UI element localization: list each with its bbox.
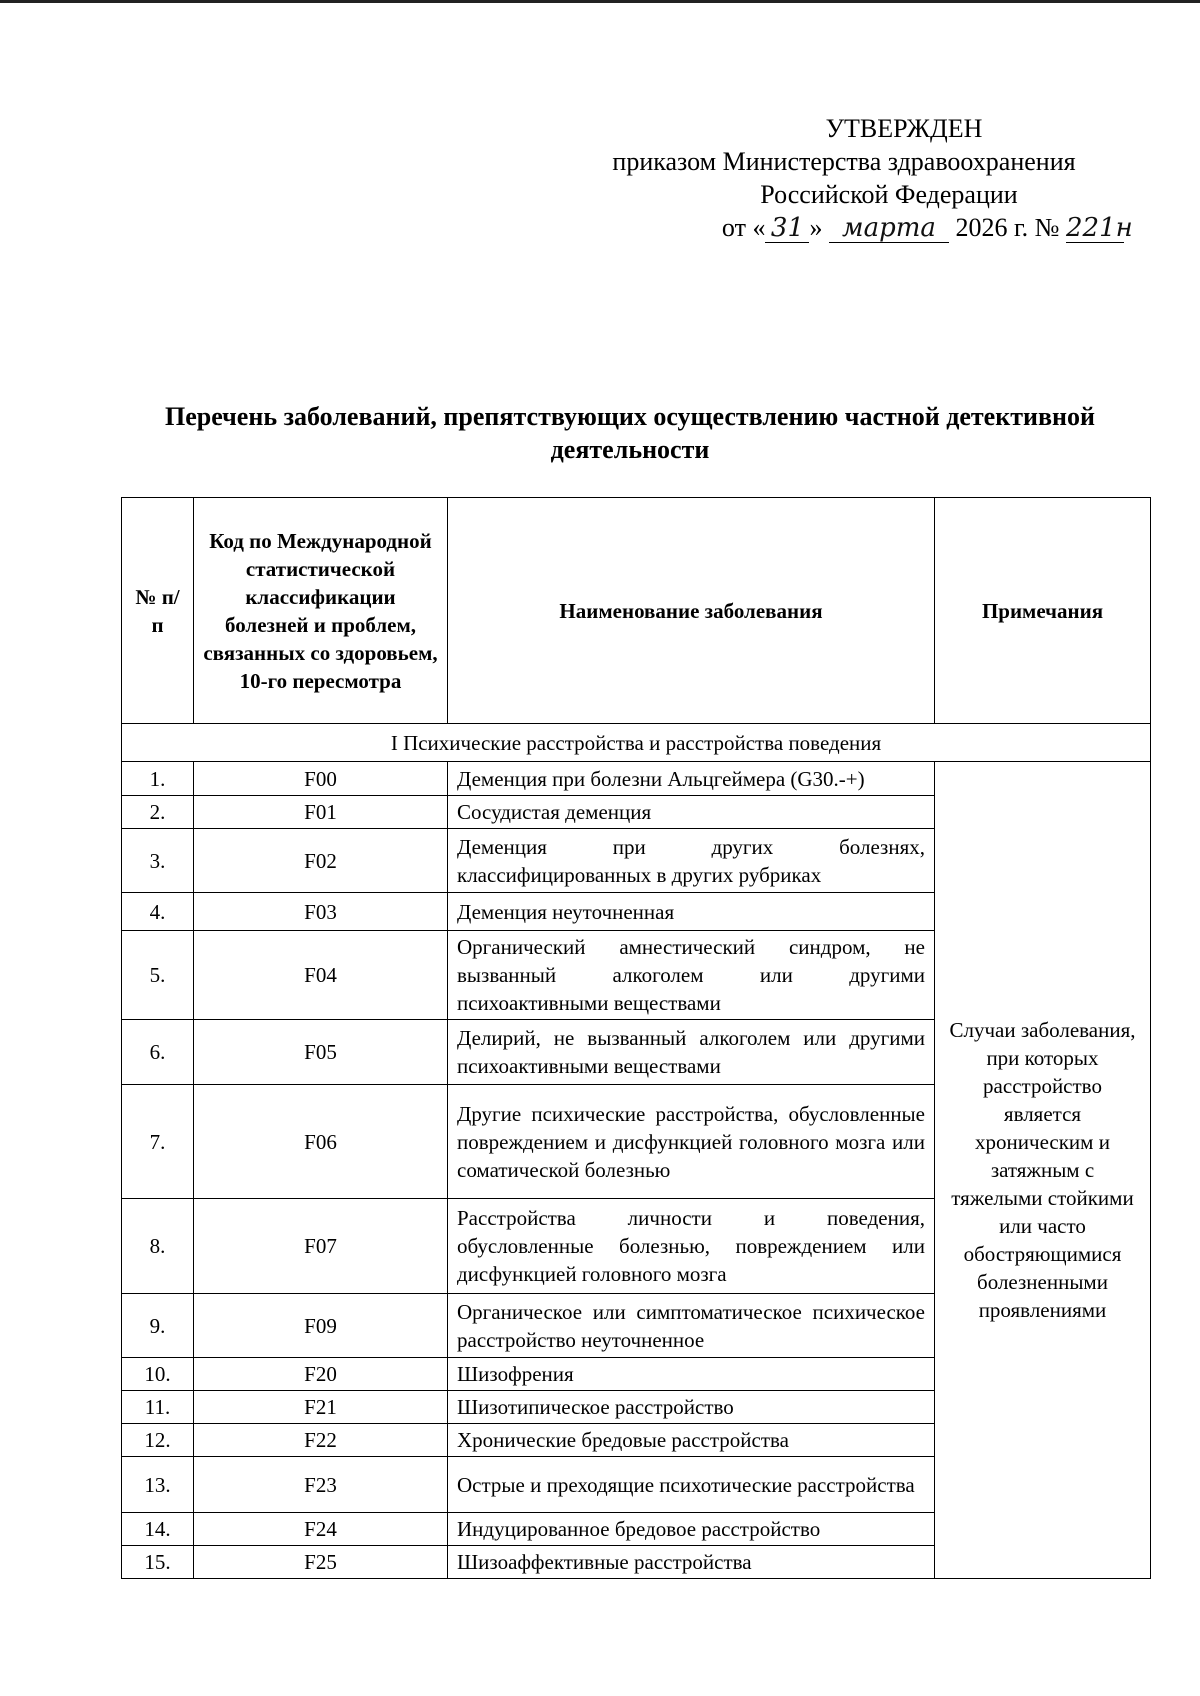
row-num: 13.: [122, 1457, 194, 1513]
diseases-table: [121, 497, 1151, 1579]
row-num: 12.: [122, 1424, 194, 1457]
row-code: F21: [194, 1391, 448, 1424]
row-name: Шизотипическое расстройство: [448, 1391, 935, 1424]
row-num: 8.: [122, 1199, 194, 1294]
approval-stamp-block: [564, 112, 1133, 244]
date-mid: »: [809, 213, 823, 242]
notes-cell: Случаи заболевания, при которых расстройство является хроническим и затяжным с тяжелыми стойкими или часто обостряющимися болезненными проявлениями: [935, 762, 1151, 1579]
row-code: F09: [194, 1294, 448, 1358]
handwritten-order-number: 221н: [1066, 213, 1133, 243]
row-name: Деменция неуточненная: [448, 893, 935, 931]
row-num: 2.: [122, 796, 194, 829]
row-name: Индуцированное бредовое расстройство: [448, 1513, 935, 1546]
handwritten-month: марта: [829, 214, 949, 243]
row-num: 14.: [122, 1513, 194, 1546]
section-row: [122, 724, 1151, 762]
date-year: 2026 г. №: [955, 213, 1060, 242]
row-code: F01: [194, 796, 448, 829]
row-name: Сосудистая деменция: [448, 796, 935, 829]
row-code: F04: [194, 931, 448, 1020]
row-num: 1.: [122, 762, 194, 796]
header-notes: Примечания: [935, 498, 1151, 724]
row-num: 9.: [122, 1294, 194, 1358]
row-num: 6.: [122, 1020, 194, 1085]
approval-date-line: [564, 211, 1133, 244]
row-name: Расстройства личности и поведения, обусловленные болезнью, повреждением или дисфункцией головного мозга: [448, 1199, 935, 1294]
row-code: F07: [194, 1199, 448, 1294]
approval-heading: УТВЕРЖДЕН: [825, 114, 983, 143]
header-num: № п/п: [122, 498, 194, 724]
approval-country-line: Российской Федерации: [760, 180, 1018, 209]
row-num: 15.: [122, 1546, 194, 1579]
row-name: Другие психические расстройства, обусловленные повреждением и дисфункцией головного мозга или соматической болезнью: [448, 1085, 935, 1199]
row-name: Острые и преходящие психотические расстройства: [448, 1457, 935, 1513]
row-name: Органическое или симптоматическое психическое расстройство неуточненное: [448, 1294, 935, 1358]
row-code: F00: [194, 762, 448, 796]
row-num: 5.: [122, 931, 194, 1020]
row-name: Деменция при других болезнях, классифицированных в других рубриках: [448, 829, 935, 893]
row-code: F02: [194, 829, 448, 893]
row-num: 3.: [122, 829, 194, 893]
handwritten-day: 31: [765, 214, 809, 243]
row-code: F03: [194, 893, 448, 931]
document-title: Перечень заболеваний, препятствующих осуществлению частной детективной деятельности: [165, 402, 1095, 464]
row-code: F23: [194, 1457, 448, 1513]
table-row: [122, 762, 1151, 796]
row-name: Деменция при болезни Альцгеймера (G30.-+): [448, 762, 935, 796]
row-code: F06: [194, 1085, 448, 1199]
row-code: F05: [194, 1020, 448, 1085]
row-name: Органический амнестический синдром, не вызванный алкоголем или другими психоактивными веществами: [448, 931, 935, 1020]
row-code: F22: [194, 1424, 448, 1457]
row-num: 7.: [122, 1085, 194, 1199]
row-name: Делирий, не вызванный алкоголем или другими психоактивными веществами: [448, 1020, 935, 1085]
row-name: Шизоаффективные расстройства: [448, 1546, 935, 1579]
header-name: Наименование заболевания: [448, 498, 935, 724]
row-code: F25: [194, 1546, 448, 1579]
row-num: 11.: [122, 1391, 194, 1424]
row-name: Хронические бредовые расстройства: [448, 1424, 935, 1457]
row-num: 10.: [122, 1358, 194, 1391]
row-name: Шизофрения: [448, 1358, 935, 1391]
table-header-row: [122, 498, 1151, 724]
row-num: 4.: [122, 893, 194, 931]
approval-ministry-line: приказом Министерства здравоохранения: [612, 147, 1076, 176]
scan-edge-line: [0, 0, 1200, 3]
date-prefix: от «: [721, 213, 766, 242]
header-code: Код по Международной статистической классификации болезней и проблем, связанных со здоровьем, 10-го пересмотра: [194, 498, 448, 724]
section-title: I Психические расстройства и расстройства поведения: [122, 724, 1151, 762]
row-code: F24: [194, 1513, 448, 1546]
row-code: F20: [194, 1358, 448, 1391]
